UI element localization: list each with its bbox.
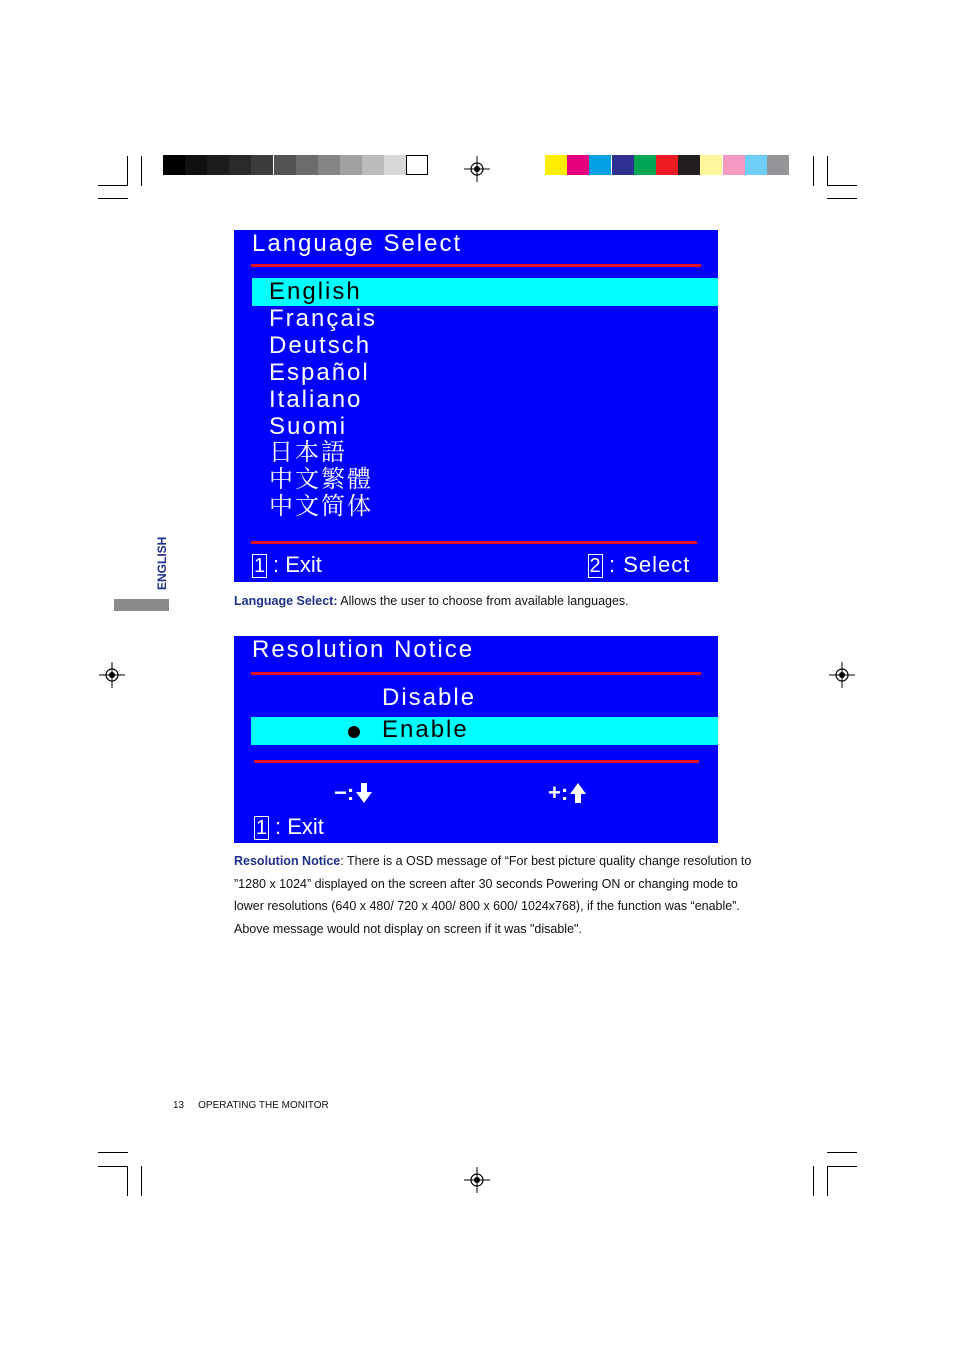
color-swatch (678, 155, 700, 175)
arrow-down-icon[interactable] (356, 783, 372, 803)
exit-hint (254, 814, 324, 840)
select-key[interactable]: 2 (589, 555, 602, 577)
caption-text: : There is a OSD message of “For best picture quality change resolution to ”1280 x 1024” displayed on the screen after 30 seconds Powering ON or changing mode to lower resolutions (640 x 480/ 720 x 400/ 800 x 600/ 1024x768), if the function was “enable”. Above message would not display on screen if it was "disable". (234, 854, 752, 936)
language-option[interactable]: 中文繁體 (269, 466, 373, 494)
side-tab-marker (114, 599, 169, 611)
color-swatch (723, 155, 745, 175)
exit-hint (252, 552, 322, 578)
language-option[interactable]: Deutsch (269, 331, 372, 359)
minus-label: −: (334, 780, 355, 805)
resolution-notice-osd (234, 636, 718, 843)
exit-label: : Exit (275, 814, 324, 839)
gray-swatch (384, 155, 406, 175)
option-enable[interactable]: Enable (382, 716, 469, 743)
gray-swatch (362, 155, 384, 175)
gray-swatch (163, 155, 185, 175)
gray-swatch (406, 155, 428, 175)
page-footer (173, 1100, 343, 1111)
caption-text: Allows the user to choose from available languages. (337, 594, 629, 608)
osd-title: Language Select (252, 230, 463, 257)
registration-mark-icon (99, 662, 125, 688)
page-number: 13 (173, 1100, 185, 1111)
footer-divider (254, 760, 699, 763)
language-option[interactable]: 中文简体 (269, 493, 373, 521)
selected-bullet-icon (348, 726, 360, 738)
registration-mark-icon (829, 662, 855, 688)
title-divider (251, 264, 701, 267)
exit-key[interactable]: 1 (255, 817, 268, 839)
gray-swatch (251, 155, 273, 175)
language-option[interactable]: Español (269, 358, 370, 386)
color-swatch (656, 155, 678, 175)
caption-term: Resolution Notice (234, 854, 341, 868)
increase-hint (548, 780, 586, 806)
color-swatch (589, 155, 611, 175)
caption-term: Language Select: (234, 594, 338, 608)
registration-mark-icon (464, 156, 490, 182)
registration-mark-icon (464, 1167, 490, 1193)
gray-swatch (207, 155, 229, 175)
color-swatch (634, 155, 656, 175)
language-option[interactable]: Italiano (269, 385, 363, 413)
color-swatch (545, 155, 567, 175)
color-swatch (745, 155, 767, 175)
color-swatch (612, 155, 634, 175)
gray-swatch (229, 155, 251, 175)
exit-label: : Exit (273, 552, 322, 577)
language-option[interactable]: Français (269, 304, 378, 332)
resolution-notice-caption (234, 850, 764, 940)
select-label: : Select (609, 552, 691, 577)
title-divider (251, 672, 701, 675)
gray-swatch (185, 155, 207, 175)
gray-swatch (296, 155, 318, 175)
arrow-up-icon[interactable] (570, 783, 586, 803)
footer-divider (251, 541, 697, 544)
color-swatch (567, 155, 589, 175)
language-select-osd (234, 230, 718, 582)
color-swatch (700, 155, 722, 175)
section-title: OPERATING THE MONITOR (198, 1100, 329, 1111)
selected-option-highlight (251, 717, 718, 745)
color-swatch (767, 155, 789, 175)
plus-label: +: (548, 780, 569, 805)
language-option[interactable]: English (269, 278, 362, 305)
osd-title: Resolution Notice (252, 636, 475, 663)
language-select-caption (234, 590, 764, 613)
side-tab-label: ENGLISH (155, 536, 169, 590)
exit-key[interactable]: 1 (253, 555, 266, 577)
language-option[interactable]: Suomi (269, 412, 348, 440)
decrease-hint (334, 780, 372, 806)
gray-swatch (340, 155, 362, 175)
option-disable[interactable]: Disable (382, 684, 477, 711)
gray-swatch (274, 155, 296, 175)
gray-swatch (318, 155, 340, 175)
language-option[interactable]: 日本語 (269, 439, 347, 467)
select-hint (588, 552, 690, 578)
